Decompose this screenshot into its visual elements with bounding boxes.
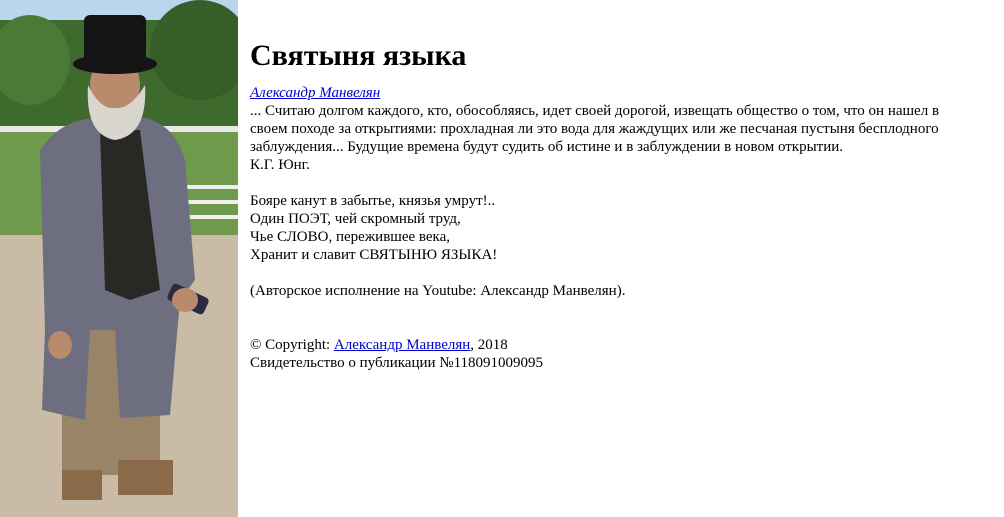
epigraph-line: ... Считаю долгом каждого, кто, обособляясь, идет своей дорогой, извещать общество о том, что он нашел в (250, 103, 940, 119)
page-title: Святыня языка (250, 39, 467, 72)
epigraph-attribution: К.Г. Юнг. (250, 157, 310, 173)
copyright-author-link[interactable]: Александр Манвелян (333, 337, 471, 353)
author-photo-illustration (0, 0, 238, 517)
copyright (250, 336, 990, 372)
poem-line: Бояре канут в забытье, князья умрут!.. (250, 193, 496, 209)
poem-line: Один ПОЭТ, чей скромный труд, (250, 211, 461, 227)
article (250, 38, 990, 372)
author-link[interactable]: Александр Манвелян (250, 85, 381, 101)
poem (250, 192, 990, 264)
copyright-prefix: © Copyright: (250, 337, 331, 353)
performance-note: (Авторское исполнение на Youtube: Александр Манвелян). (250, 283, 626, 299)
author-photo (0, 0, 238, 517)
epigraph (250, 102, 990, 174)
epigraph-line: своем походе за открытиями: прохладная ли это вода для жаждущих или же песчаная пустыня бесплодного (250, 121, 939, 137)
publication-certificate: Свидетельство о публикации №118091009095 (250, 355, 544, 371)
copyright-year: , 2018 (470, 337, 508, 353)
poem-line: Чье СЛОВО, пережившее века, (250, 229, 451, 245)
poem-line: Хранит и славит СВЯТЫНЮ ЯЗЫКА! (250, 247, 498, 263)
epigraph-line: заблуждения... Будущие времена будут судить об истине и в заблуждении в новом открытии. (250, 139, 844, 155)
